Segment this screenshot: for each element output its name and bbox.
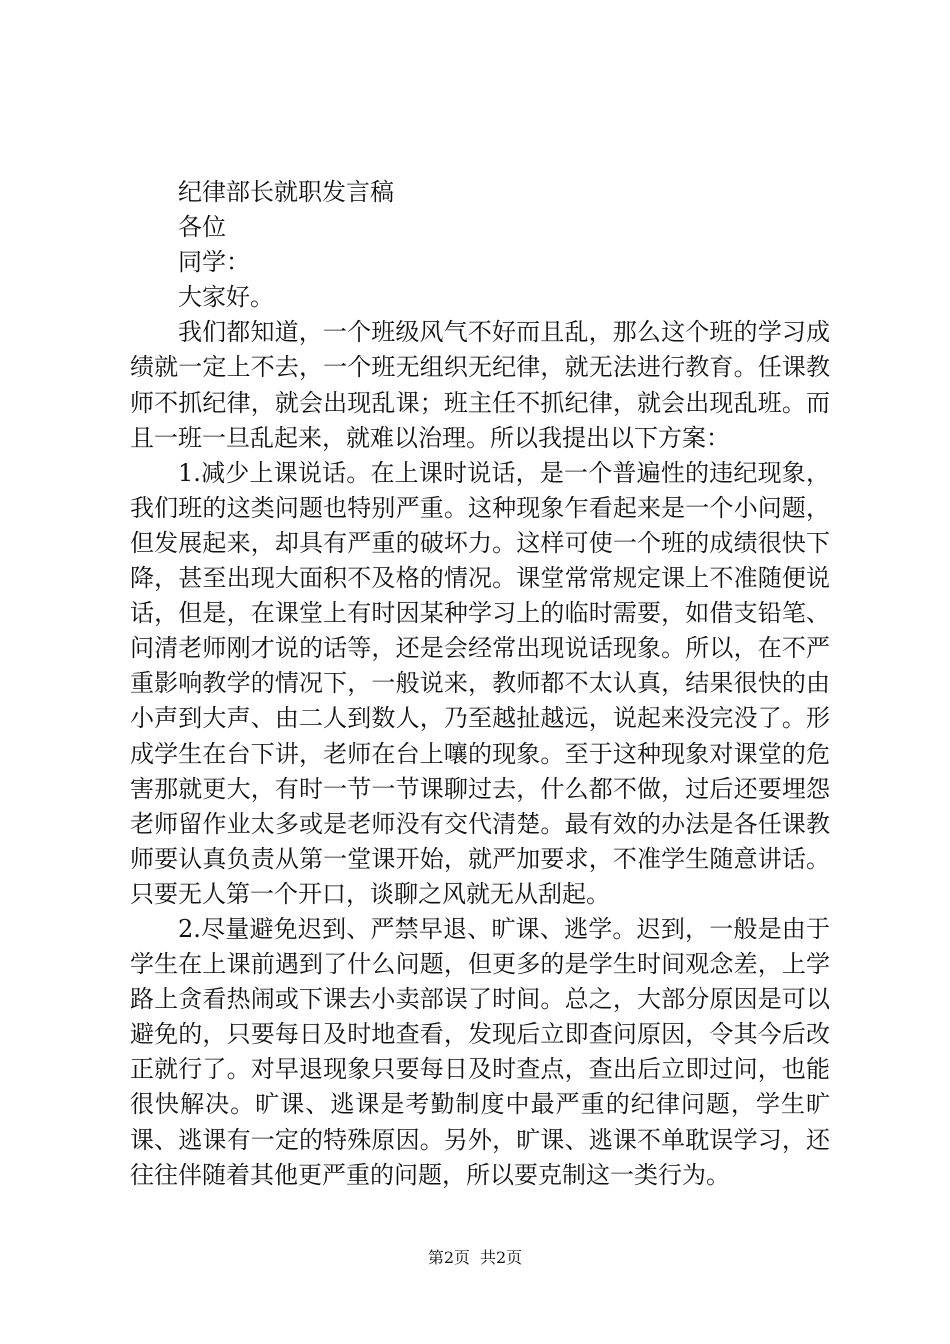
salutation-line-1: 各位 bbox=[178, 213, 226, 242]
document-body bbox=[130, 175, 830, 1193]
document-title: 纪律部长就职发言稿 bbox=[178, 178, 394, 206]
page-footer bbox=[0, 1248, 950, 1268]
salutation-line-2: 同学： bbox=[178, 248, 250, 277]
paragraph-intro: 我们都知道，一个班级风气不好而且乱，那么这个班的学习成绩就一定上不去，一个班无组织无纪律，就无法进行教育。任课教师不抓纪律，就会出现乱课；班主任不抓纪律，就会出现乱班。而且一班一旦乱起来，就难以治理。所以我提出以下方案： bbox=[130, 318, 830, 452]
page-number-current: 第2页 bbox=[427, 1248, 470, 1267]
paragraph-point-2: 2.尽量避免迟到、严禁早退、旷课、逃学。迟到，一般是由于学生在上课前遇到了什么问题，但更多的是学生时间观念差，上学路上贪看热闹或下课去小卖部误了时间。总之，大部分原因是可以避免的，只要每日及时地查看，发现后立即查问原因，令其今后改正就行了。对早退现象只要每日及时查点，查出后立即过问，也能很快解决。旷课、逃课是考勤制度中最严重的纪律问题，学生旷课、逃课有一定的特殊原因。另外，旷课、逃课不单耽误学习，还往往伴随着其他更严重的问题，所以要克制这一类行为。 bbox=[130, 914, 830, 1189]
paragraph-point-1: 1.减少上课说话。在上课时说话，是一个普遍性的违纪现象，我们班的这类问题也特别严重。这种现象乍看起来是一个小问题，但发展起来，却具有严重的破坏力。这样可使一个班的成绩很快下降，甚至出现大面积不及格的情况。课堂常常规定课上不准随便说话，但是，在课堂上有时因某种学习上的临时需要，如借支铅笔、问清老师刚才说的话等，还是会经常出现说话现象。所以，在不严重影响教学的情况下，一般说来，教师都不太认真，结果很快的由小声到大声、由二人到数人，乃至越扯越远，说起来没完没了。形成学生在台下讲，老师在台上嚷的现象。至于这种现象对课堂的危害那就更大，有时一节一节课聊过去，什么都不做，过后还要埋怨老师留作业太多或是老师没有交代清楚。最有效的办法是各任课教师要认真负责从第一堂课开始，就严加要求，不准学生随意讲话。只要无人第一个开口，谈聊之风就无从刮起。 bbox=[130, 458, 830, 908]
greeting: 大家好。 bbox=[178, 283, 274, 312]
page-number-total: 共2页 bbox=[480, 1248, 523, 1267]
